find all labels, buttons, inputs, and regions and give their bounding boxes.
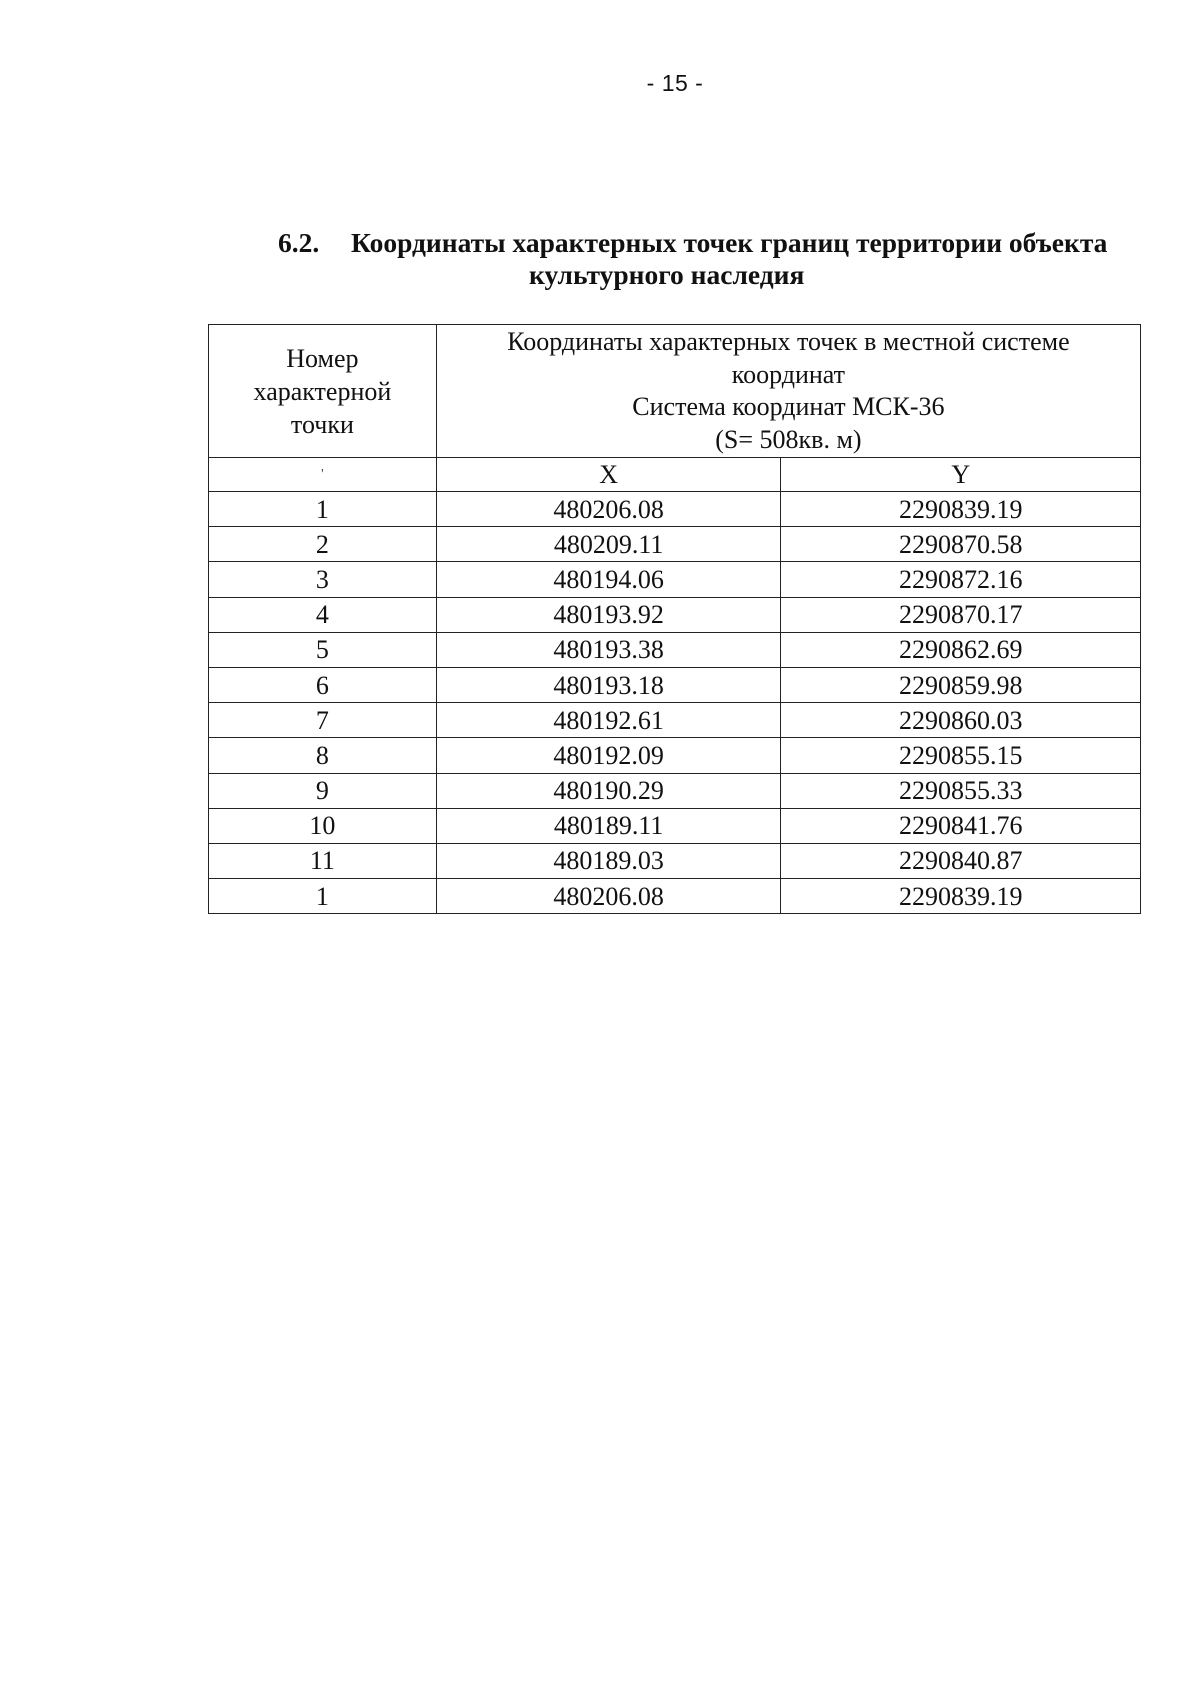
x-coordinate-cell: 480193.18 <box>436 667 781 702</box>
point-subheader: ' <box>209 458 437 492</box>
section-heading <box>278 227 1160 291</box>
system-header-line4: (S= 508кв. м) <box>715 424 862 454</box>
table-row <box>209 527 1141 562</box>
point-number-cell: 1 <box>209 492 437 527</box>
y-coordinate-cell: 2290855.33 <box>781 773 1141 808</box>
table-row <box>209 632 1141 667</box>
point-number-cell: 3 <box>209 562 437 597</box>
system-header-line2: координат <box>731 359 846 389</box>
header-row-axes <box>209 458 1141 492</box>
table-row <box>209 492 1141 527</box>
x-coordinate-cell: 480192.09 <box>436 738 781 773</box>
table-row <box>209 879 1141 914</box>
x-coordinate-cell: 480189.03 <box>436 843 781 878</box>
y-coordinate-cell: 2290839.19 <box>781 492 1141 527</box>
table-row <box>209 597 1141 632</box>
x-coordinate-cell: 480194.06 <box>436 562 781 597</box>
table-row <box>209 738 1141 773</box>
section-heading-line1 <box>278 227 1160 259</box>
section-title-line2: культурного наследия <box>529 259 805 290</box>
y-column-header: Y <box>781 458 1141 492</box>
y-coordinate-cell: 2290860.03 <box>781 703 1141 738</box>
table-row <box>209 773 1141 808</box>
point-number-cell: 1 <box>209 879 437 914</box>
x-coordinate-cell: 480189.11 <box>436 808 781 843</box>
point-number-cell: 8 <box>209 738 437 773</box>
section-number: 6.2. <box>278 227 320 258</box>
point-number-cell: 10 <box>209 808 437 843</box>
x-coordinate-cell: 480209.11 <box>436 527 781 562</box>
y-coordinate-cell: 2290855.15 <box>781 738 1141 773</box>
table-body <box>209 492 1141 914</box>
table-row <box>209 703 1141 738</box>
y-coordinate-cell: 2290862.69 <box>781 632 1141 667</box>
point-number-header <box>209 325 437 458</box>
point-header-line1: Номер <box>286 343 359 373</box>
y-coordinate-cell: 2290841.76 <box>781 808 1141 843</box>
x-coordinate-cell: 480193.92 <box>436 597 781 632</box>
coordinates-table <box>208 324 1141 914</box>
y-coordinate-cell: 2290870.17 <box>781 597 1141 632</box>
header-row-main <box>209 325 1141 458</box>
x-coordinate-cell: 480206.08 <box>436 879 781 914</box>
x-coordinate-cell: 480193.38 <box>436 632 781 667</box>
coordinate-system-header <box>436 325 1140 458</box>
y-coordinate-cell: 2290872.16 <box>781 562 1141 597</box>
point-number-cell: 7 <box>209 703 437 738</box>
system-header-line1: Координаты характерных точек в местной системе <box>507 327 1070 356</box>
x-coordinate-cell: 480192.61 <box>436 703 781 738</box>
x-coordinate-cell: 480190.29 <box>436 773 781 808</box>
section-title-line1: Координаты характерных точек границ территории объекта <box>351 227 1108 258</box>
point-number-cell: 5 <box>209 632 437 667</box>
y-coordinate-cell: 2290840.87 <box>781 843 1141 878</box>
y-coordinate-cell: 2290859.98 <box>781 667 1141 702</box>
table-header <box>209 325 1141 492</box>
point-number-cell: 6 <box>209 667 437 702</box>
x-coordinate-cell: 480206.08 <box>436 492 781 527</box>
table-row <box>209 562 1141 597</box>
point-number-cell: 4 <box>209 597 437 632</box>
point-number-cell: 9 <box>209 773 437 808</box>
point-number-cell: 11 <box>209 843 437 878</box>
point-header-line2: характерной <box>253 376 392 406</box>
system-header-line3: Система координат МСК-36 <box>632 392 945 421</box>
y-coordinate-cell: 2290839.19 <box>781 879 1141 914</box>
page-number: - 15 - <box>646 70 704 96</box>
table-row <box>209 808 1141 843</box>
point-header-line3: точки <box>290 409 354 439</box>
x-column-header: X <box>436 458 781 492</box>
table-row <box>209 667 1141 702</box>
point-number-cell: 2 <box>209 527 437 562</box>
table-row <box>209 843 1141 878</box>
y-coordinate-cell: 2290870.58 <box>781 527 1141 562</box>
